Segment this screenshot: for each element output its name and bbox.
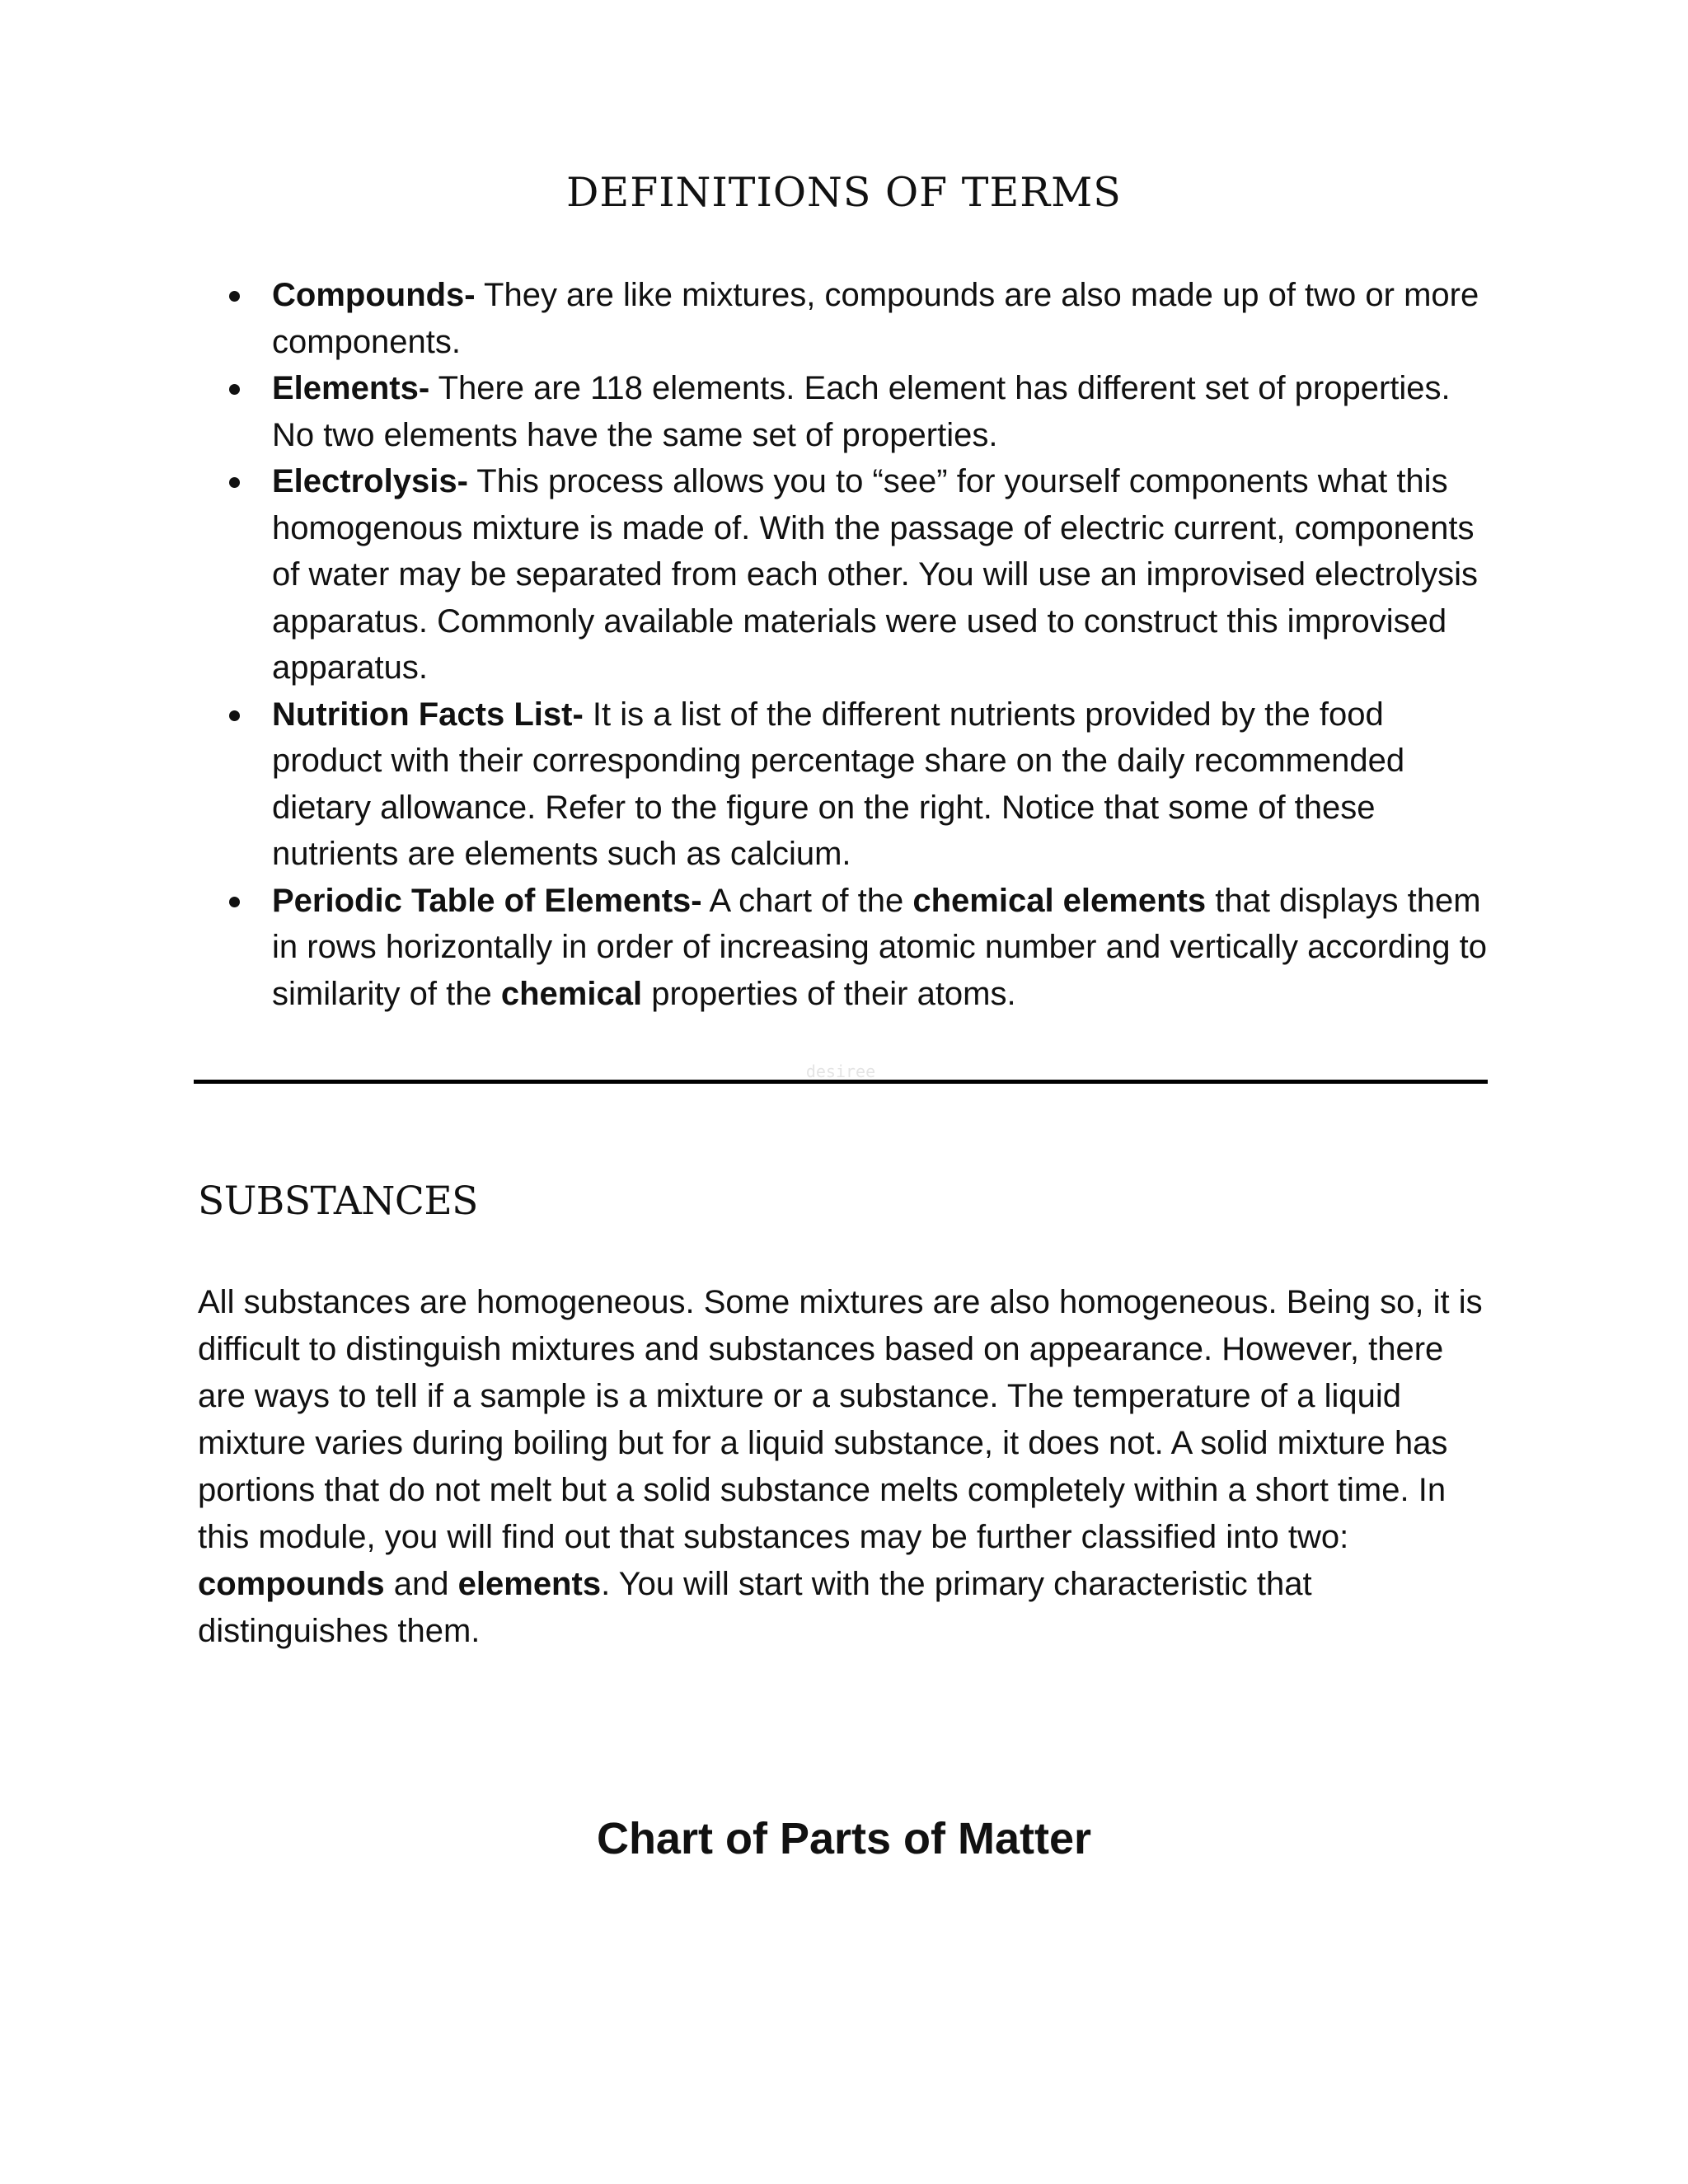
paragraph-text-bold: elements <box>457 1566 602 1602</box>
definition-text: There are 118 elements. Each element has different set of properties. No two elements have the same set of properties. <box>272 370 1451 453</box>
paragraph-text: . You will start with the primary characteristic that distinguishes them. <box>198 1566 1312 1649</box>
bullet-icon <box>229 384 240 395</box>
bullet-icon <box>229 291 240 302</box>
definition-text-bold: chemical <box>500 975 643 1012</box>
section-title-substances: SUBSTANCES <box>198 1179 478 1224</box>
definition-item <box>272 878 1492 1018</box>
bullet-icon <box>229 710 240 721</box>
definition-item <box>272 272 1492 365</box>
definition-item <box>272 458 1492 691</box>
definitions-list <box>272 272 1492 1017</box>
horizontal-rule <box>194 1080 1488 1084</box>
definition-text-bold: chemical elements <box>912 882 1207 919</box>
bullet-icon <box>229 477 240 488</box>
definition-text: It is a list of the different nutrients provided by the food product with their corresponding percentage share on the daily recommended dietary allowance. Refer to the figure on the right. Notice that some of these nutrients are elements such as calcium. <box>272 696 1405 872</box>
chart-section-title: Chart of Parts of Matter <box>596 1814 1092 1863</box>
definition-text: They are like mixtures, compounds are also made up of two or more components. <box>272 277 1479 360</box>
definition-item <box>272 365 1492 458</box>
bullet-icon <box>229 897 240 907</box>
page-title: DEFINITIONS OF TERMS <box>566 169 1122 216</box>
definition-term: Electrolysis- <box>272 463 468 499</box>
definition-text: properties of their atoms. <box>642 975 1016 1012</box>
definition-text: A chart of the <box>701 882 913 919</box>
paragraph-text: and <box>384 1566 458 1602</box>
definition-term: Periodic Table of Elements- <box>272 882 702 919</box>
definition-text: that displays them in rows horizontally in order of increasing atomic number and vertically according to similarity of the <box>272 882 1488 1012</box>
substances-paragraph <box>198 1279 1492 1655</box>
watermark: desiree <box>805 1062 876 1081</box>
definition-term: Compounds- <box>272 277 476 313</box>
definition-term: Nutrition Facts List- <box>272 696 584 733</box>
definition-text: This process allows you to “see” for yourself components what this homogenous mixture is made of. With the passage of electric current, components of water may be separated from each other. You will use an improvised electrolysis apparatus. Commonly available materials were used to construct this improvised apparatus. <box>272 463 1478 686</box>
definition-term: Elements- <box>272 370 430 406</box>
definition-item <box>272 691 1492 878</box>
paragraph-text: All substances are homogeneous. Some mixtures are also homogeneous. Being so, it is difficult to distinguish mixtures and substances based on appearance. However, there are ways to tell if a sample is a mixture or a substance. The temperature of a liquid mixture varies during boiling but for a liquid substance, it does not. A solid mixture has portions that do not melt but a solid substance melts completely within a short time. In this module, you will find out that substances may be further classified into two: <box>198 1284 1483 1555</box>
paragraph-text-bold: compounds <box>198 1566 385 1602</box>
section-divider <box>194 1062 1488 1088</box>
